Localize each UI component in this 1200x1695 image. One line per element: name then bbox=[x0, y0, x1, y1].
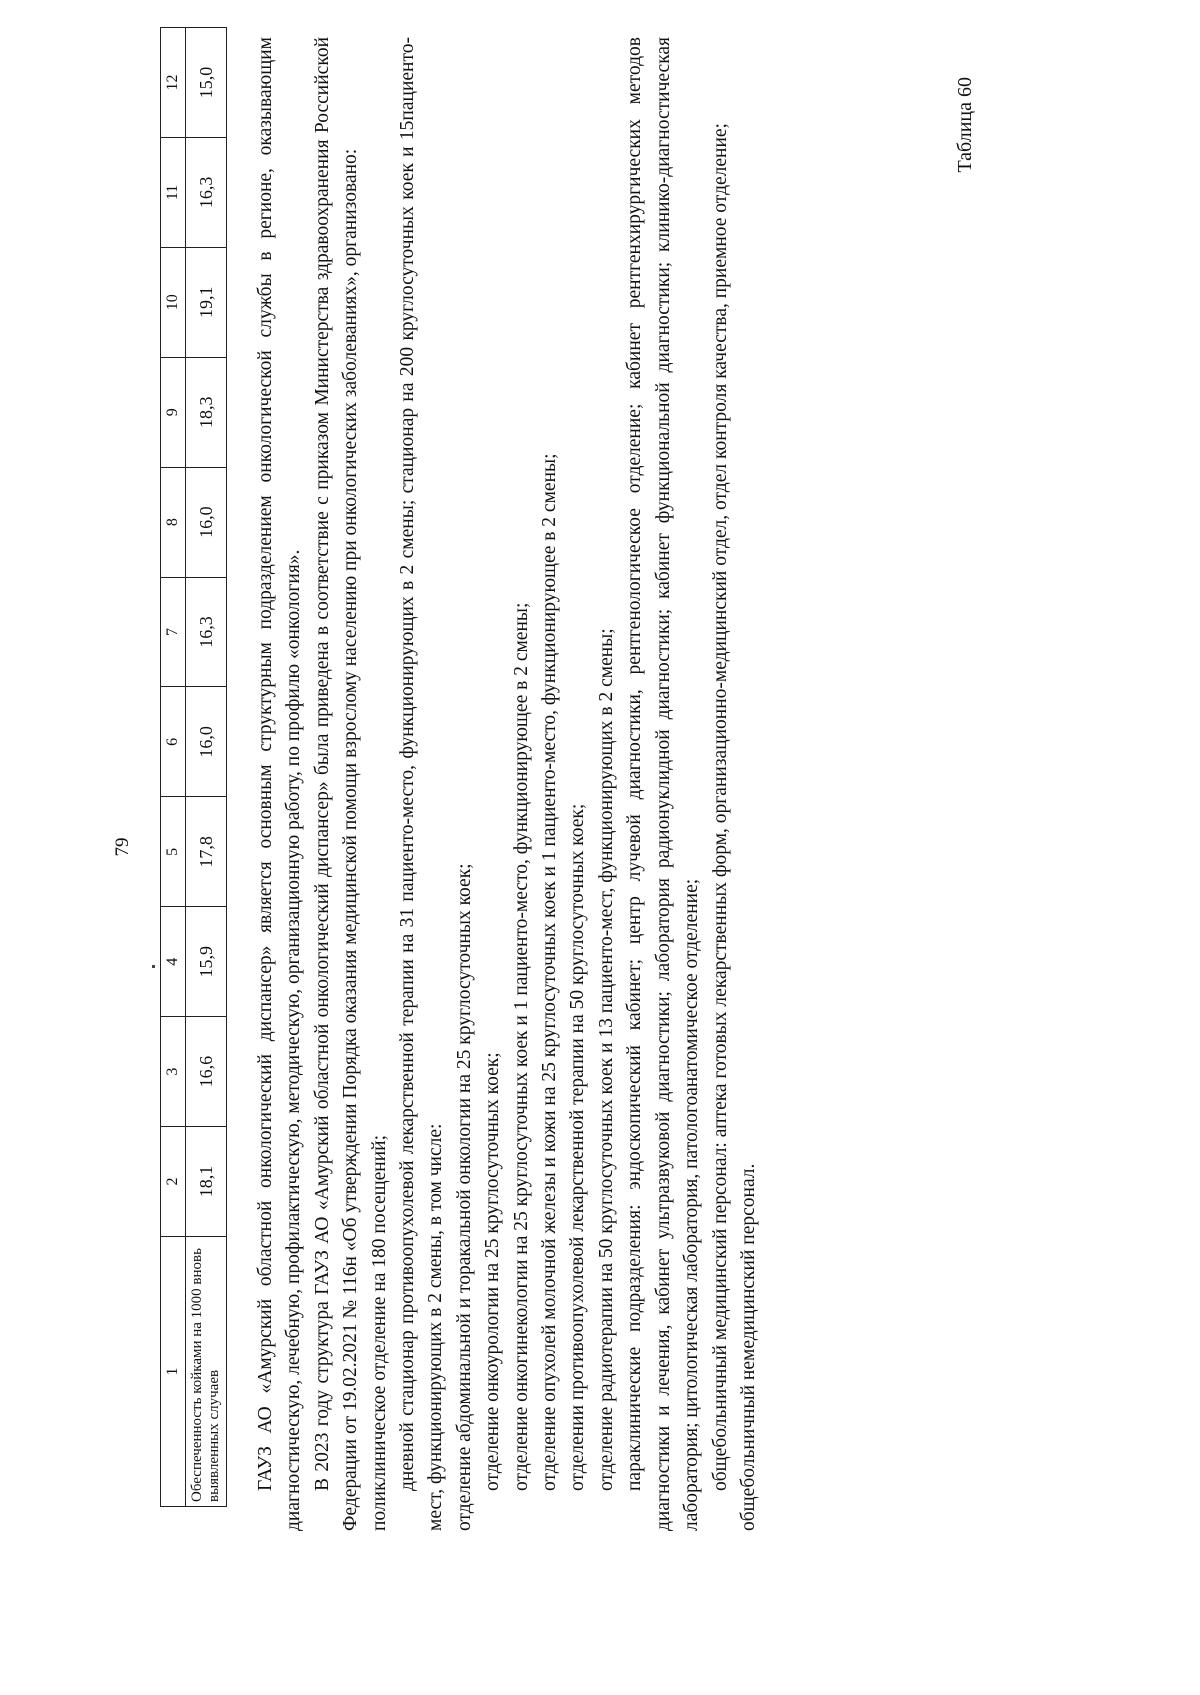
list-item: отделение опухолей молочной железы и кожи на 25 круглосуточных коек и 1 пациенто-место, функционирующее в 2 смены; bbox=[539, 453, 561, 1491]
table-header-cell: 1 bbox=[161, 1237, 186, 1507]
table-row bbox=[186, 28, 227, 1507]
table-cell: 18,1 bbox=[186, 1127, 227, 1237]
scan-dot bbox=[152, 965, 155, 968]
list-item: отделении противоопухолевой лекарственной терапии на 50 круглосуточных коек; bbox=[567, 803, 589, 1491]
bed-provision-table bbox=[160, 27, 227, 1507]
table-cell: 16,3 bbox=[186, 137, 227, 247]
body-text bbox=[252, 37, 763, 1531]
paragraph: дневной стационар противоопухолевой лекарственной терапии на 31 пациенто-место, функционирующих в 2 смены; стационар на 200 круглосуточных коек и 15пациенто-мест, функционирующих в 2 смены, в том числе: bbox=[397, 37, 447, 1531]
table-caption: Таблица 60 bbox=[954, 77, 976, 173]
table-header-row bbox=[161, 28, 186, 1507]
table-cell: 16,0 bbox=[186, 467, 227, 577]
table-cell: 19,1 bbox=[186, 247, 227, 357]
table-header-cell: 8 bbox=[161, 467, 186, 577]
paragraph: поликлиническое отделение на 180 посещений; bbox=[368, 1134, 390, 1531]
table-header-cell: 9 bbox=[161, 357, 186, 467]
list-item: отделение радиотерапии на 50 круглосуточных коек и 13 пациенто-мест, функционирующих в 2 смены; bbox=[595, 628, 617, 1491]
paragraph: общебольничный медицинский персонал: аптека готовых лекарственных форм, организационно-медицинский отдел, отдел контроля качества, приемное отделение; bbox=[709, 123, 731, 1491]
table-header-cell: 3 bbox=[161, 1017, 186, 1127]
table-header-cell: 11 bbox=[161, 137, 186, 247]
table-header-cell: 5 bbox=[161, 797, 186, 907]
table-cell: 15,9 bbox=[186, 907, 227, 1017]
table-header-cell: 12 bbox=[161, 28, 186, 138]
table-header-cell: 2 bbox=[161, 1127, 186, 1237]
table-cell: 16,6 bbox=[186, 1017, 227, 1127]
table-header-cell: 6 bbox=[161, 687, 186, 797]
paragraph: ГАУЗ АО «Амурский областной онкологический диспансер» является основным структурным подразделением онкологической службы в регионе, оказывающим диагностическую, лечебную, профилактическую, методическую, организационную работу, по профилю «онкология». bbox=[255, 37, 305, 1531]
list-item: отделение онкогинекологии на 25 круглосуточных коек и 1 пациенто-место, функционирующее в 2 смены; bbox=[510, 602, 532, 1491]
table-header-cell: 4 bbox=[161, 907, 186, 1017]
table-header-cell: 10 bbox=[161, 247, 186, 357]
rotated-page bbox=[100, 37, 1100, 1627]
paragraph: общебольничный немедицинский персонал. bbox=[737, 1163, 759, 1531]
list-item: отделение абдоминальной и торакальной онкологии на 25 круглосуточных коек; bbox=[453, 863, 475, 1531]
table-cell: 16,0 bbox=[186, 687, 227, 797]
page-number: 79 bbox=[112, 837, 133, 857]
list-item: отделение онкоурологии на 25 круглосуточных коек; bbox=[482, 1052, 504, 1491]
table-row-label: Обеспеченность койками на 1000 вновь выявленных случаев bbox=[186, 1237, 227, 1507]
table-cell: 18,3 bbox=[186, 357, 227, 467]
table-cell: 17,8 bbox=[186, 797, 227, 907]
table-cell: 16,3 bbox=[186, 577, 227, 687]
paragraph: В 2023 году структура ГАУЗ АО «Амурский областной онкологический диспансер» была приведена в соответствие с приказом Министерства здравоохранения Российской Федерации от 19.02.2021 № 116н «Об утверждении Порядка оказания медицинской помощи взрослому населению при онкологических заболеваниях», организовано: bbox=[311, 37, 362, 1531]
table-cell: 15,0 bbox=[186, 28, 227, 138]
paragraph: параклинические подразделения: эндоскопический кабинет; центр лучевой диагностики, рентгенологическое отделение; кабинет рентгенхирургических методов диагностики и лечения, кабинет ультразвуковой диагностики; лаборатория радионуклидной диагностики; кабинет функциональной диагностики; клинико-диагностическая лаборатория; цитологическая лаборатория, патологоанатомическое отделение; bbox=[624, 37, 703, 1531]
table-header-cell: 7 bbox=[161, 577, 186, 687]
